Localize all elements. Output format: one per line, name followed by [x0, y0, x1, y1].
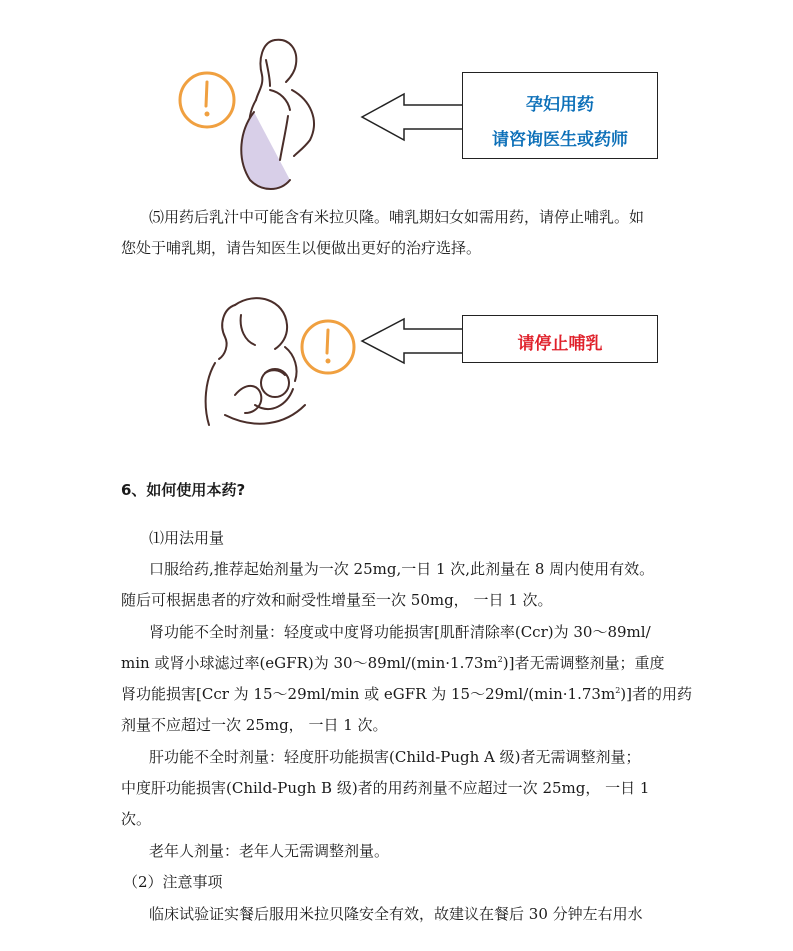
renal-p2-line1: 肾功能不全时剂量：轻度或中度肾功能损害[肌酐清除率(Ccr)为 30～89ml/	[149, 623, 651, 641]
hepatic-p3-line1: 肝功能不全时剂量：轻度肝功能损害(Child-Pugh A 级)者无需调整剂量；	[149, 748, 641, 766]
elderly-p4: 老年人剂量：老年人无需调整剂量。	[149, 842, 390, 860]
section6-sub2: （2）注意事项	[123, 873, 223, 891]
lactation-callout-box	[462, 315, 658, 363]
renal-p2-line4: 剂量不应超过一次 25mg， 一日 1 次。	[121, 716, 388, 734]
pregnancy-callout-line2: 请咨询医生或药师	[492, 130, 628, 150]
section5-line2: 您处于哺乳期，请告知医生以便做出更好的治疗选择。	[121, 239, 482, 257]
section6-heading: 6、如何使用本药?	[121, 481, 246, 499]
section6-sub1: ⑴用法用量	[149, 529, 225, 547]
pregnancy-callout-box	[462, 72, 658, 159]
dosage-p1-line2: 随后可根据患者的疗效和耐受性增量至一次 50mg， 一日 1 次。	[121, 591, 553, 609]
hepatic-p3-line3: 次。	[121, 810, 152, 828]
pregnancy-callout-line1: 孕妇用药	[526, 95, 594, 115]
renal-p2-line3: 肾功能损害[Ccr 为 15～29ml/min 或 eGFR 为 $15\sim 29ml/(\min\cdot 1.73m^2)$]者的用药	[121, 685, 692, 703]
exclamation-circle-icon	[302, 321, 354, 373]
left-arrow-icon	[360, 317, 464, 365]
pregnant-woman-icon	[241, 40, 314, 189]
hepatic-p3-line2: 中度肝功能损害(Child-Pugh B 级)者的用药剂量不应超过一次 25mg， 一日 1	[121, 779, 650, 797]
dosage-p1-line1: 口服给药,推荐起始剂量为一次 25mg,一日 1 次,此剂量在 8 周内使用有效。	[149, 560, 655, 578]
nursing-illustration	[195, 285, 365, 435]
section5-line1: ⑸用药后乳汁中可能含有米拉贝隆。哺乳期妇女如需用药，请停止哺乳。如	[149, 208, 645, 226]
precaution-p5: 临床试验证实餐后服用米拉贝隆安全有效，故建议在餐后 30 分钟左右用水	[149, 905, 643, 923]
left-arrow-icon	[360, 92, 464, 142]
exclamation-circle-icon	[180, 73, 234, 127]
renal-p2-line2: min 或肾小球滤过率(eGFR)为 $30\sim 89ml/(\min\cdot 1.73m^2)$]者无需调整剂量；重度	[121, 654, 665, 672]
pregnancy-illustration	[170, 30, 340, 195]
nursing-mother-icon	[206, 298, 305, 425]
lactation-callout-line1: 请停止哺乳	[517, 334, 603, 354]
